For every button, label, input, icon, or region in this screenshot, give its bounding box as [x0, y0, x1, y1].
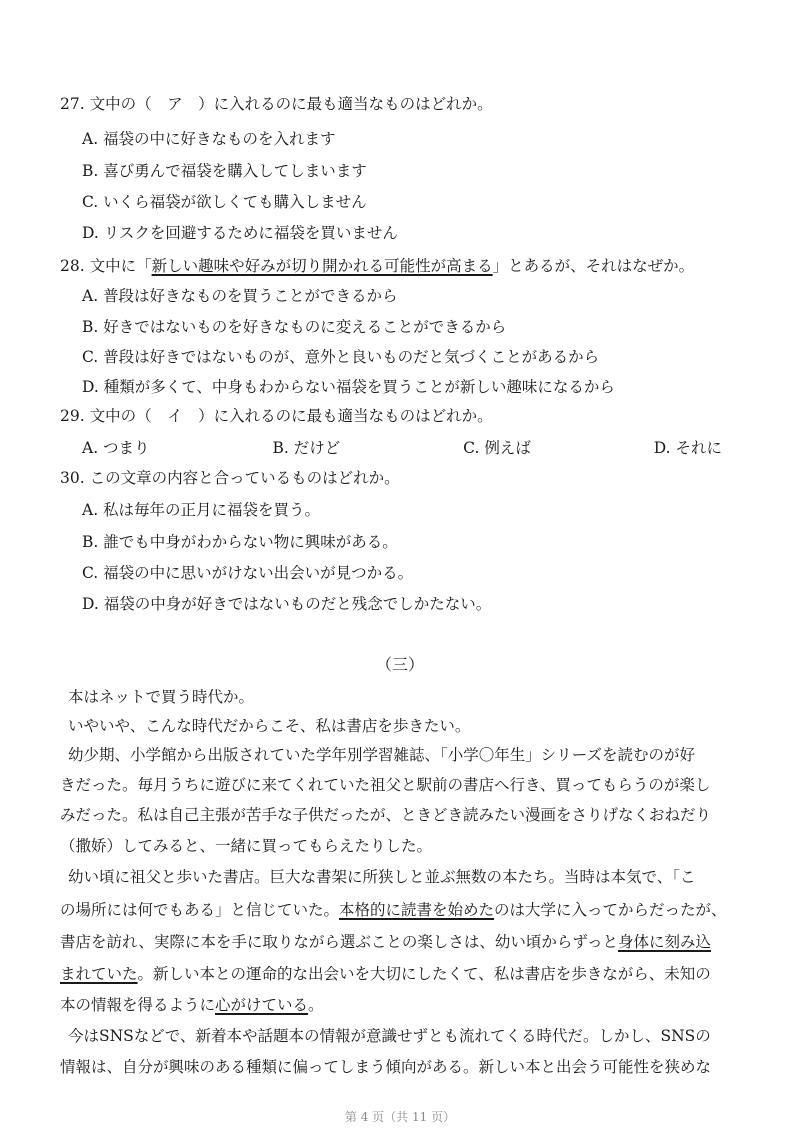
question-29-stem: 29. 文中の（ イ ）に入れるのに最も適当なものはどれか。: [60, 407, 493, 425]
underlined-phrase-engraved-start: 身体に刻み込: [618, 933, 712, 951]
question-28-underlined-phrase: 新しい趣味や好みが切り開かれる可能性が高まる: [151, 257, 493, 275]
question-30-option-d: D. 福袋の中身が好きではないものだと残念でしかたない。: [82, 595, 492, 613]
question-28-stem-post: 」とあるが、それはなぜか。: [492, 257, 695, 275]
passage-line-8-part-a: の場所には何でもある」と信じていた。: [60, 901, 340, 919]
question-28-option-c: C. 普段は好きではないものが、意外と良いものだと気づくことがあるから: [82, 348, 600, 366]
passage-line-11-part-a: 本の情報を得るように: [60, 996, 216, 1014]
question-28-stem: [60, 254, 694, 276]
passage-line-4: きだった。毎月うちに遊びに来てくれていた祖父と駅前の書店へ行き、買ってもらうのが楽し: [60, 776, 711, 794]
question-30-option-b: B. 誰でも中身がわからない物に興味がある。: [82, 533, 398, 551]
question-30-option-a: A. 私は毎年の正月に福袋を買う。: [82, 501, 321, 519]
underlined-phrase-engraved-end: まれていた: [60, 965, 138, 983]
underlined-phrase-mindful: 心がけている: [215, 996, 309, 1014]
section-title: （三）: [375, 655, 424, 674]
question-29-option-a: A. つまり: [82, 439, 150, 457]
question-27-stem: 27. 文中の（ ア ）に入れるのに最も適当なものはどれか。: [60, 95, 493, 113]
passage-line-1: 本はネットで買う時代か。: [68, 688, 255, 706]
question-27-option-b: B. 喜び勇んで福袋を購入してしまいます: [82, 162, 367, 180]
question-28-option-d: D. 種類が多くて、中身もわからない福袋を買うことが新しい趣味になるから: [82, 378, 615, 396]
passage-line-12: 今はSNSなどで、新着本や話題本の情報が意識せずとも流れてくる時代だ。しかし、SNSの: [68, 1027, 711, 1045]
question-29-option-b: B. だけど: [272, 439, 341, 457]
passage-line-8: [60, 898, 727, 920]
question-28-stem-pre: 28. 文中に「: [60, 257, 152, 275]
passage-line-5: みだった。私は自己主張が苦手な子供だったが、ときどき読みたい漫画をさりげなくおねだり: [60, 806, 712, 824]
passage-line-10-part-b: 。新しい本との運命的な出会いを大切にしたくて、私は書店を歩きながら、未知の: [137, 965, 711, 983]
passage-line-8-part-b: のは大学に入ってからだったが、: [494, 901, 727, 919]
question-29-option-d: D. それに: [653, 439, 722, 457]
question-27-option-d: D. リスクを回避するために福袋を買いません: [82, 224, 398, 242]
passage-line-11-part-b: 。: [308, 996, 324, 1014]
page-footer: 第 4 页（共 11 页）: [344, 1110, 456, 1124]
passage-line-3: 幼少期、小学館から出版されていた学年別学習雑誌、「小学〇年生」シリーズを読むのが好: [68, 746, 695, 764]
passage-line-9: [60, 930, 711, 952]
question-30-option-c: C. 福袋の中に思いがけない出会いが見つかる。: [82, 564, 414, 582]
question-28-option-a: A. 普段は好きなものを買うことができるから: [82, 287, 398, 305]
question-28-option-b: B. 好きではないものを好きなものに変えることができるから: [82, 318, 507, 336]
question-29-options: [82, 436, 722, 458]
passage-line-11: [60, 993, 324, 1015]
question-30-stem: 30. この文章の内容と合っているものはどれか。: [60, 469, 400, 487]
question-27-option-c: C. いくら福袋が欲しくても購入しません: [82, 193, 367, 211]
question-27-option-a: A. 福袋の中に好きなものを入れます: [82, 130, 336, 148]
passage-line-6: （撒娇）してみると、一緒に買ってもらえたりした。: [60, 837, 433, 855]
passage-line-7: 幼い頃に祖父と歩いた書店。巨大な書架に所狭しと並ぶ無数の本たち。当時は本気で、「こ: [68, 868, 696, 886]
passage-line-13: 情報は、自分が興味のある種類に偏ってしまう傾向がある。新しい本と出会う可能性を狭めな: [60, 1058, 712, 1076]
passage-line-2: いやいや、こんな時代だからこそ、私は書店を歩きたい。: [68, 717, 471, 735]
question-29-option-c: C. 例えば: [463, 439, 531, 457]
underlined-phrase-reading: 本格的に読書を始めた: [339, 901, 495, 919]
passage-line-10: [60, 962, 711, 984]
passage-line-9-part-a: 書店を訪れ、実際に本を手に取りながら選ぶことの楽しさは、幼い頃からずっと: [60, 933, 619, 951]
